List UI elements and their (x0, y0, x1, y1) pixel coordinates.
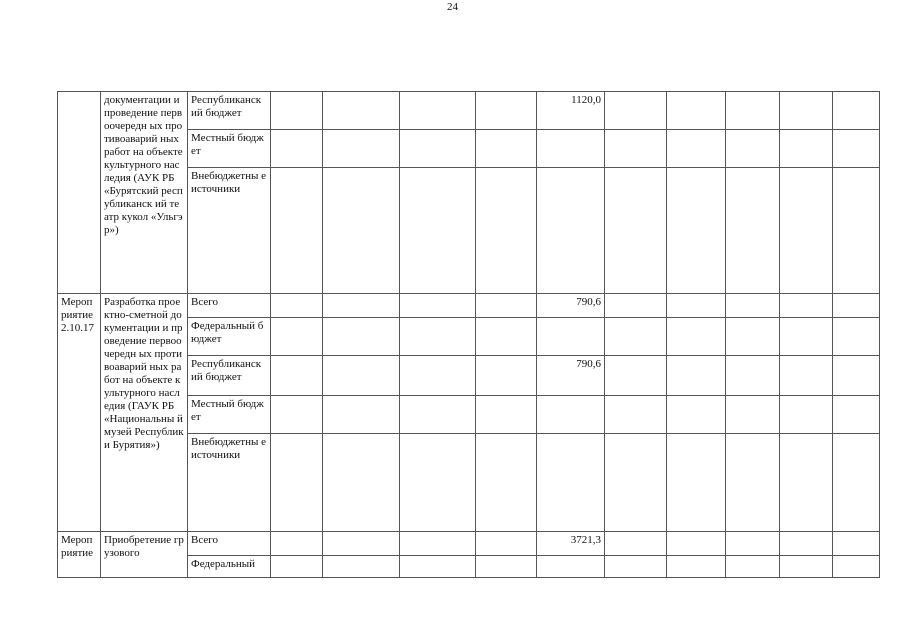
value-cell: 1120,0 (537, 92, 605, 130)
value-cell (537, 318, 605, 356)
event-code-cell (58, 92, 101, 294)
value-cell (537, 556, 605, 578)
event-name-cell: Приобретение грузового (101, 532, 188, 578)
funding-source-cell: Всего (188, 294, 271, 318)
funding-source-cell: Федеральный бюджет (188, 318, 271, 356)
value-cell (537, 434, 605, 532)
event-code-cell: Мероп риятие (58, 532, 101, 578)
value-cell (537, 396, 605, 434)
funding-source-cell: Всего (188, 532, 271, 556)
funding-source-cell: Внебюджетны е источники (188, 168, 271, 294)
table-row (58, 294, 880, 318)
value-cell (537, 168, 605, 294)
table-row (58, 532, 880, 556)
funding-source-cell: Федеральный (188, 556, 271, 578)
funding-source-cell: Республиканск ий бюджет (188, 356, 271, 396)
event-code-cell: Мероп риятие 2.10.17 (58, 294, 101, 532)
table-row (58, 92, 880, 130)
value-cell (537, 130, 605, 168)
value-cell: 3721,3 (537, 532, 605, 556)
funding-source-cell: Республиканск ий бюджет (188, 92, 271, 130)
event-name-cell: Разработка проектно-сметной документации и проведение первоочередн ых противоаварий ных работ на объекте культурного наследия (ГАУК РБ «Национальны й музей Республики Бурятия») (101, 294, 188, 532)
value-cell: 790,6 (537, 294, 605, 318)
event-name-cell: документации и проведение первоочередн ых противоаварий ных работ на объекте культурного наследия (АУК РБ «Бурятский республиканск ий театр кукол «Ульгэр») (101, 92, 188, 294)
value-cell: 790,6 (537, 356, 605, 396)
budget-table (57, 91, 880, 578)
funding-source-cell: Местный бюджет (188, 396, 271, 434)
funding-source-cell: Внебюджетны е источники (188, 434, 271, 532)
page-number: 24 (447, 1, 458, 13)
funding-source-cell: Местный бюджет (188, 130, 271, 168)
